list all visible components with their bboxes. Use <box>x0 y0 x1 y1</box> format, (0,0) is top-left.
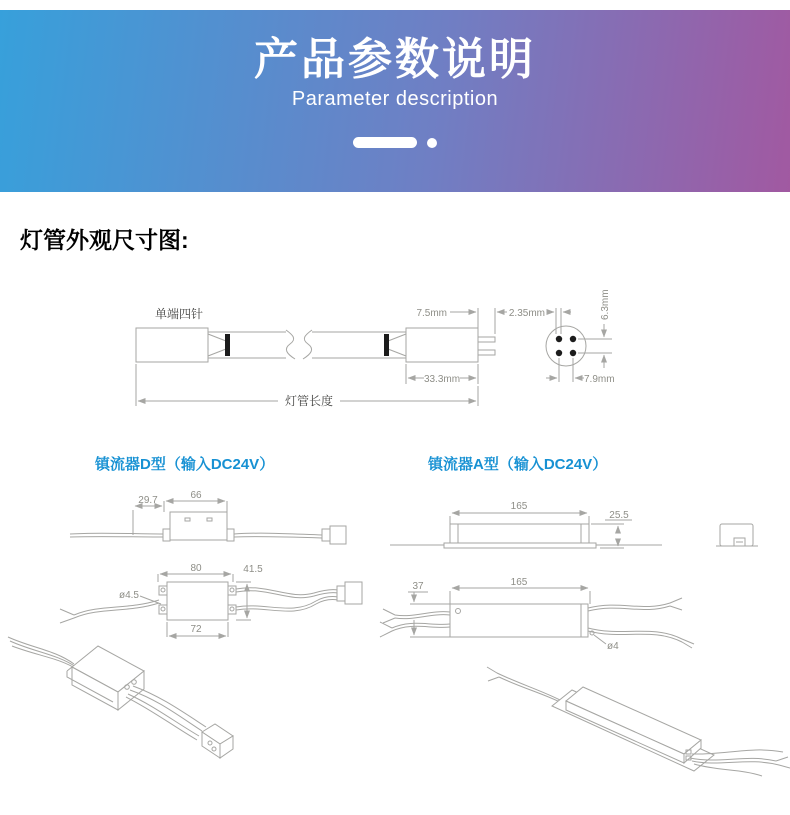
ballast-a-3d-view <box>487 667 790 776</box>
header-banner <box>0 10 790 192</box>
dim-a-top-width: 37 <box>412 581 424 592</box>
d-front-ear <box>228 586 236 595</box>
tube-left-electrode <box>225 334 230 356</box>
tube-break-symbol <box>286 330 312 359</box>
ballast-d-heading: 镇流器D型（输入DC24V） <box>95 456 275 473</box>
section-heading: 灯管外观尺寸图: <box>20 227 189 253</box>
dim-63-ext <box>578 339 612 353</box>
d-side-left-wires <box>70 533 163 537</box>
tube-left-cone <box>208 334 226 356</box>
a-top-left-wire-2 <box>380 622 450 637</box>
ballast-a-heading: 镇流器A型（输入DC24V） <box>428 456 608 473</box>
d-side-connector-head <box>330 526 346 544</box>
divider-dot <box>427 138 437 148</box>
dim-75-ext <box>478 308 495 334</box>
dim-d-front-width: 80 <box>190 563 202 574</box>
d-front-connector-head <box>345 582 362 604</box>
tube-right-electrode <box>384 334 389 356</box>
a-hole-leader <box>594 635 606 644</box>
divider-pill <box>353 137 417 148</box>
d-front-right-wire-2 <box>236 596 338 611</box>
page-title: 产品参数说明 <box>254 35 536 84</box>
tube-length-label: 灯管长度 <box>284 394 334 408</box>
d-front-ear <box>159 605 167 614</box>
pin-dot <box>570 350 576 356</box>
tube-body-lines <box>208 332 406 358</box>
pin-dot <box>556 336 562 342</box>
ballast-d-side-view <box>70 490 346 544</box>
d-front-connector-neck <box>337 586 345 601</box>
a3d-left-wires <box>487 667 562 703</box>
a-top-body <box>450 604 588 637</box>
tube-right-cap <box>406 328 478 362</box>
dim-d-front-inner: 72 <box>190 624 202 635</box>
banner-divider <box>353 137 437 148</box>
dimension-drawings <box>0 260 790 815</box>
a-side-base <box>444 543 596 548</box>
pin-dot <box>556 350 562 356</box>
tube-right-cone <box>388 334 406 356</box>
ballast-d-front-view <box>60 563 362 637</box>
dim-d-front-height: 41.5 <box>243 564 263 575</box>
dim-d-side-body: 66 <box>190 490 202 501</box>
d-front-ear <box>228 605 236 614</box>
ballast-a-top-view <box>380 577 694 652</box>
dim-a-side-height: 25.5 <box>609 510 629 521</box>
ballast-a-side-view <box>390 501 758 548</box>
dim-pin-diameter: 2.35mm <box>508 308 545 319</box>
dim-a-hole: ø4 <box>607 641 619 652</box>
pin-dot <box>570 336 576 342</box>
dim-235-ext <box>556 308 561 334</box>
d-front-left-wires <box>60 600 159 623</box>
dim-pin-circle: 7.9mm <box>584 374 615 385</box>
d3d-left-wires <box>8 637 78 670</box>
d-front-ear <box>159 586 167 595</box>
d-side-body <box>170 512 227 540</box>
dim-79-ext <box>559 358 573 382</box>
d-side-left-tab <box>163 529 170 541</box>
d-front-body <box>167 582 228 620</box>
dim-a-top-length: 165 <box>510 577 528 588</box>
a-side-body <box>450 524 589 543</box>
d-dim-80-ext <box>158 574 233 582</box>
dim-d-hole: ø4.5 <box>118 590 139 601</box>
d-side-right-tab <box>227 529 234 541</box>
tube-left-cap <box>136 328 208 362</box>
tube-pin-top <box>478 337 495 342</box>
dim-pin-row-gap: 6.3mm <box>600 289 611 320</box>
dim-cap-length: 33.3mm <box>423 374 461 385</box>
a-top-right-wire-1 <box>588 598 682 611</box>
a-dim-165s-ext <box>450 516 589 524</box>
d-side-connector-neck <box>322 529 330 541</box>
d-front-right-wire-1 <box>236 588 338 598</box>
a-top-left-wire-1 <box>383 609 450 623</box>
dim-a-side-length: 165 <box>510 501 528 512</box>
pin-end-view-circle <box>546 326 586 366</box>
tube-drawing <box>136 289 615 408</box>
a-top-right-wire-2 <box>588 628 694 648</box>
a-dim-165t-ext <box>450 591 590 604</box>
a3d-right-wires <box>690 750 790 776</box>
tube-pin-label: 单端四针 <box>155 307 204 321</box>
page-subtitle: Parameter description <box>291 88 499 111</box>
d-side-right-wires <box>234 533 322 538</box>
ballast-d-3d-view <box>8 637 233 758</box>
tube-pin-bottom <box>478 350 495 355</box>
dim-d-side-offset: 29.7 <box>138 495 158 506</box>
dim-pin-length: 7.5mm <box>416 308 447 319</box>
